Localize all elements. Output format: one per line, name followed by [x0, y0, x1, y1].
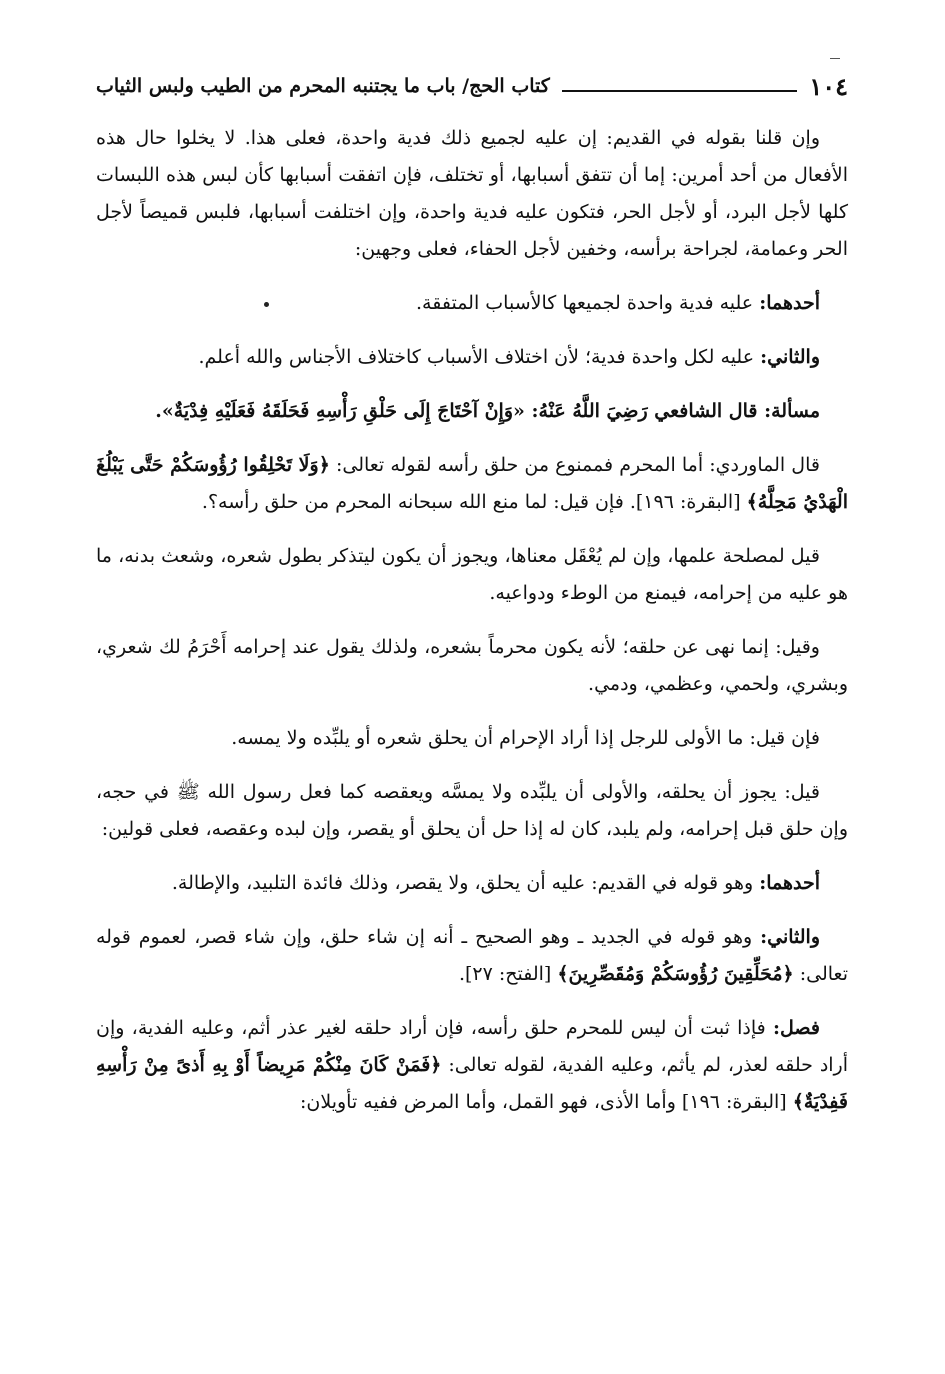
paragraph	[96, 720, 848, 757]
paragraph-text: وهو قوله في الجديد ـ وهو الصحيح ـ أنه إن شاء حلق، وإن شاء قصر، لعموم قوله تعالى:	[96, 926, 848, 985]
paragraph	[96, 393, 848, 430]
paragraph	[96, 447, 848, 521]
paragraph-text: قال الماوردي: أما المحرم فممنوع من حلق رأسه لقوله تعالى:	[329, 454, 820, 476]
paragraph-text: وقيل: إنما نهى عن حلقه؛ لأنه يكون محرماً بشعره، ولذلك يقول عند إحرامه أَحْرَمُ لك شعري، وبشري، ولحمي، وعظمي، ودمي.	[96, 636, 848, 695]
paragraph-text: عليه لكل واحدة فدية؛ لأن اختلاف الأسباب كاختلاف الأجناس والله أعلم.	[198, 346, 761, 368]
paragraph-tail: [البقرة: ١٩٦] وأما الأذى، فهو القمل، وأما المرض ففيه تأويلان:	[300, 1091, 793, 1113]
paragraph-lead: والثاني:	[760, 346, 820, 368]
paragraph	[96, 774, 848, 848]
running-title: كتاب الحج/ باب ما يجتنبه المحرم من الطيب ولبس الثياب	[96, 75, 550, 97]
paragraph	[96, 285, 848, 322]
paragraph-tail: [البقرة: ١٩٦]. فإن قيل: لما منع الله سبحانه المحرم من حلق رأسه؟.	[201, 491, 747, 513]
page-body	[96, 120, 848, 1138]
paragraph-lead: مسألة: قال الشافعي	[654, 400, 820, 422]
paragraph	[96, 865, 848, 902]
book-page	[96, 0, 848, 1374]
paragraph-text: فإذا ثبت أن ليس للمحرم حلق رأسه، فإن أراد حلقه لغير عذر أثم، وعليه الفدية، وإن أراد حلقه لعذر، لم يأثم، وعليه الفدية، لقوله تعالى:	[96, 1017, 849, 1076]
quran-quote: ﴿مُحَلِّقِينَ رُؤُوسَكُمْ وَمُقَصِّرِينَ﴾	[557, 963, 794, 985]
paragraph	[96, 1010, 848, 1121]
paragraph-text: فإن قيل: ما الأولى للرجل إذا أراد الإحرام أن يحلق شعره أو يلبِّده ولا يمسه.	[231, 727, 820, 749]
paragraph-text: وهو قوله في القديم: عليه أن يحلق، ولا يقصر، وذلك فائدة التلبيد، والإطالة.	[171, 872, 760, 894]
paragraph-text: قيل: يجوز أن يحلقه، والأولى أن يلبِّده ولا يمسَّه ويعقصه كما فعل رسول الله ﷺ في حجه، وإن حلق قبل إحرامه، ولم يلبد، كان له إذا حل أن يحلق أو يقصر، وإن لبده وعقصه، فعلى قولين:	[96, 781, 848, 840]
paragraph-lead: أحدهما:	[759, 872, 820, 894]
page-header	[96, 66, 848, 106]
quran-quote: ﴿فَمَنْ كَانَ مِنْكُمْ مَرِيضاً أَوْ بِهِ أَذىً مِنْ رَأْسِهِ فَفِدْيَةٌ﴾	[96, 1054, 848, 1113]
paragraph	[96, 339, 848, 376]
paragraph-lead: والثاني:	[760, 926, 820, 948]
header-rule	[562, 90, 798, 92]
paragraph-lead: أحدهما:	[759, 292, 820, 314]
paragraph-text: قيل لمصلحة علمها، وإن لم يُعْقَل معناها، ويجوز أن يكون ليتذكر بطول شعره، وشعث بدنه، ما هو عليه من إحرامه، فيمنع من الوطء ودواعيه.	[96, 545, 848, 604]
paragraph	[96, 538, 848, 612]
paragraph	[96, 919, 848, 993]
page-number: ١٠٤	[809, 71, 848, 101]
paragraph	[96, 120, 848, 268]
paragraph-text: عليه فدية واحدة لجميعها كالأسباب المتفقة.	[416, 292, 760, 314]
quran-quote: ﴿وَلَا تَحْلِقُوا رُؤُوسَكُمْ حَتَّى يَبْلُغَ الْهَدْيُ مَحِلَّهُ﴾	[96, 454, 848, 513]
paragraph-text: وإن قلنا بقوله في القديم: إن عليه لجميع ذلك فدية واحدة، فعلى هذا. لا يخلوا حال هذه الأفعال من أحد أمرين: إما أن تتفق أسبابها، أو تختلف، فإن اتفقت أسبابها كأن لبس هذه اللبسات كلها لأجل البرد، أو لأجل الحر، فتكون عليه فدية واحدة، وإن اختلفت أسبابها، فلبس قميصاً لأجل الحر وعمامة، لجراحة برأسه، وخفين لأجل الحفاء، فعلى وجهين:	[96, 127, 848, 260]
paragraph-tail: [الفتح: ٢٧].	[458, 963, 558, 985]
paragraph-lead: فصل:	[773, 1017, 820, 1039]
paragraph	[96, 629, 848, 703]
ink-dot	[264, 302, 269, 307]
corner-mark	[830, 58, 840, 59]
paragraph-quote: رَضِيَ اللَّهُ عَنْهُ: «وَإِنْ آحْتَاجَ إِلَى حَلْقِ رَأْسِهِ فَحَلَقَهُ فَعَلَيْهِ فِدْيَةٌ».	[155, 400, 655, 422]
